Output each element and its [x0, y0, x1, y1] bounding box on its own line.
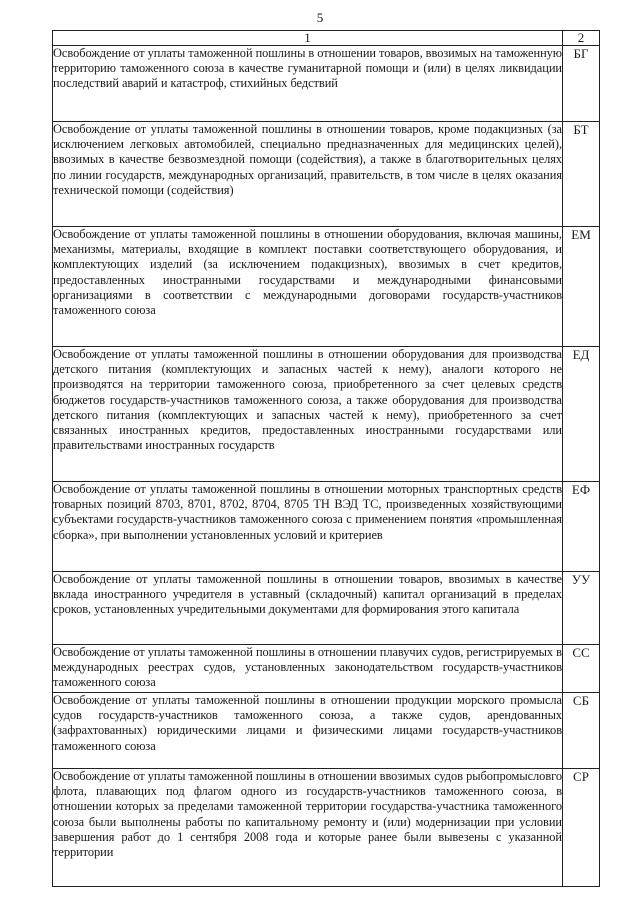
- exemption-description: Освобождение от уплаты таможенной пошлины в отношении продукции морского промысла судов государств-участников таможенного союза, а также судов, арендованных (зафрахтованных) юридическими лицами и физическими лицами государств-участников таможенного союза: [53, 693, 563, 769]
- exemption-code: СС: [563, 645, 600, 693]
- column-header-description: 1: [53, 31, 563, 46]
- exemption-code: БТ: [563, 122, 600, 227]
- page-number: 5: [316, 10, 324, 25]
- exemption-description: Освобождение от уплаты таможенной пошлины в отношении оборудования для производства детского питания (комплектующих и запасных частей к нему), аналоги которого не производятся на территории таможенного союза, приобретенного за счет целевых средств бюджетов государств-участников таможенного союза, а также оборудования для производства детского питания (комплектующих и запасных частей к нему), приобретенного за счет связанных иностранных кредитов, предоставленных иностранными государствами или правительствами иностранных государств: [53, 347, 563, 482]
- table-row: [53, 347, 600, 482]
- exemption-description: Освобождение от уплаты таможенной пошлины в отношении ввозимых судов рыбопромысловго флота, плавающих под флагом одного из государств-участников таможенного союза, в отношении которых за пределами таможенной территории государства-участника таможенного союза были выполнены работы по капитальному ремонту и (или) модернизации при условии завершения работ до 1 сентября 2008 года и которые ранее были вывезены с указанной территории: [53, 769, 563, 887]
- table-row: [53, 572, 600, 645]
- table-row: [53, 482, 600, 572]
- exemption-description: Освобождение от уплаты таможенной пошлины в отношении плавучих судов, регистрируемых в международных реестрах судов, установленных законодательством государств-участников таможенного союза: [53, 645, 563, 693]
- exemption-description: Освобождение от уплаты таможенной пошлины в отношении товаров, кроме подакцизных (за исключением легковых автомобилей, специально предназначенных для медицинских целей), ввозимых в качестве безвозмездной помощи (содействия), а также в благотворительных целях по линии государств, международных организаций, правительств, в том числе в целях оказания технической помощи (содействия): [53, 122, 563, 227]
- exemption-codes-table: [52, 30, 600, 887]
- exemption-code: ЕД: [563, 347, 600, 482]
- exemption-code: СР: [563, 769, 600, 887]
- table-row: [53, 769, 600, 887]
- table-header-row: [53, 31, 600, 46]
- exemption-code: ЕФ: [563, 482, 600, 572]
- exemption-description: Освобождение от уплаты таможенной пошлины в отношении товаров, ввозимых в качестве вклада иностранного учредителя в уставный (складочный) капитал организаций в пределах сроков, установленных учредительными документами для формирования этого капитала: [53, 572, 563, 645]
- table-row: [53, 693, 600, 769]
- table-row: [53, 227, 600, 347]
- table-row: [53, 46, 600, 122]
- table-row: [53, 645, 600, 693]
- exemption-description: Освобождение от уплаты таможенной пошлины в отношении моторных транспортных средств товарных позиций 8703, 8701, 8702, 8704, 8705 ТН ВЭД ТС, произведенных хозяйствующими субъектами государств-участников таможенного союза с применением понятия «промышленная сборка», при выполнении установленных условий и критериев: [53, 482, 563, 572]
- exemption-code: СБ: [563, 693, 600, 769]
- exemption-code: УУ: [563, 572, 600, 645]
- exemption-code: БГ: [563, 46, 600, 122]
- column-header-code: 2: [563, 31, 600, 46]
- exemption-description: Освобождение от уплаты таможенной пошлины в отношении оборудования, включая машины, механизмы, материалы, входящие в комплект поставки соответствующего оборудования, и комплектующих изделий (за исключением подакцизных), ввозимых в счет кредитов, предоставленных иностранными государствами и международными финансовыми организациями в соответствии с международными договорами государств-участников таможенного союза: [53, 227, 563, 347]
- table-row: [53, 122, 600, 227]
- exemption-code: ЕМ: [563, 227, 600, 347]
- exemption-description: Освобождение от уплаты таможенной пошлины в отношении товаров, ввозимых на таможенную территорию таможенного союза в качестве гуманитарной помощи и (или) в целях ликвидации последствий аварий и катастроф, стихийных бедствий: [53, 46, 563, 122]
